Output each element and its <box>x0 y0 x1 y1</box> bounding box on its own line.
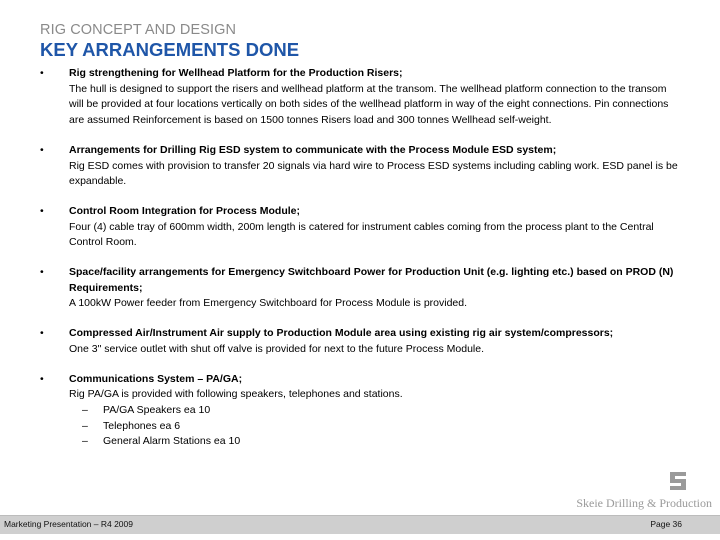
item-heading: Compressed Air/Instrument Air supply to Production Module area using existing rig air system/compressors; <box>69 327 614 340</box>
item-body: Four (4) cable tray of 600mm width, 200m length is catered for instrument cables coming from the process plant to the Central Control Room. <box>69 220 654 249</box>
dash-marker: – <box>82 435 88 448</box>
sub-list-item <box>69 434 680 450</box>
slide-supertitle: RIG CONCEPT AND DESIGN <box>40 22 237 38</box>
bullet-marker: • <box>40 372 44 385</box>
list-item <box>40 143 680 190</box>
bullet-marker: • <box>40 327 44 340</box>
logo-text: Skeie Drilling & Production <box>576 496 712 510</box>
list-item <box>40 204 680 251</box>
item-heading: Arrangements for Drilling Rig ESD system to communicate with the Process Module ESD system; <box>69 143 557 156</box>
item-body: A 100kW Power feeder from Emergency Switchboard for Process Module is provided. <box>69 297 468 310</box>
company-logo <box>552 471 712 513</box>
footer-bar <box>0 515 720 534</box>
item-body: The hull is designed to support the risers and wellhead platform at the transom. The wellhead platform connection to the transom will be provided at four locations vertically on both sides of the wellhead platform in way of the eight connections. Pin connections are assumed Reinforcement is based on 1500 tonnes Risers load and 300 tonnes Wellhead self-weight. <box>69 82 669 127</box>
dash-marker: – <box>82 419 88 432</box>
list-item <box>40 326 680 357</box>
bullet-list <box>40 66 680 464</box>
list-item <box>40 372 680 451</box>
dash-marker: – <box>82 403 88 416</box>
item-heading: Communications System – PA/GA; <box>69 372 243 385</box>
item-body: Rig ESD comes with provision to transfer 20 signals via hard wire to Process ESD systems including cabling work. ESD panel is be expandable. <box>69 159 678 188</box>
slide-header <box>40 22 299 62</box>
sub-item-text: General Alarm Stations ea 10 <box>103 435 241 448</box>
bullet-marker: • <box>40 266 44 279</box>
sub-item-text: PA/GA Speakers ea 10 <box>103 403 211 416</box>
list-item <box>40 66 680 129</box>
bullet-marker: • <box>40 143 44 156</box>
bullet-marker: • <box>40 67 44 79</box>
sub-item-text: Telephones ea 6 <box>103 419 181 432</box>
slide-title: KEY ARRANGEMENTS DONE <box>40 39 300 60</box>
item-body: Rig PA/GA is provided with following speakers, telephones and stations. <box>69 388 403 401</box>
item-heading: Rig strengthening for Wellhead Platform for the Production Risers; <box>69 67 403 79</box>
item-heading: Space/facility arrangements for Emergency Switchboard Power for Production Unit (e.g. lighting etc.) based on PROD (N) Requirements; <box>69 266 674 294</box>
item-body: One 3" service outlet with shut off valve is provided for next to the future Process Module. <box>69 342 484 355</box>
bullet-marker: • <box>40 204 44 217</box>
page-number: Page 36 <box>650 519 682 529</box>
item-heading: Control Room Integration for Process Module; <box>69 204 301 217</box>
list-item <box>40 265 680 312</box>
skeie-logo-icon <box>668 471 688 491</box>
sub-list-item <box>69 403 680 419</box>
sub-list-item <box>69 419 680 435</box>
footer-presentation-label: Marketing Presentation – R4 2009 <box>4 519 133 529</box>
